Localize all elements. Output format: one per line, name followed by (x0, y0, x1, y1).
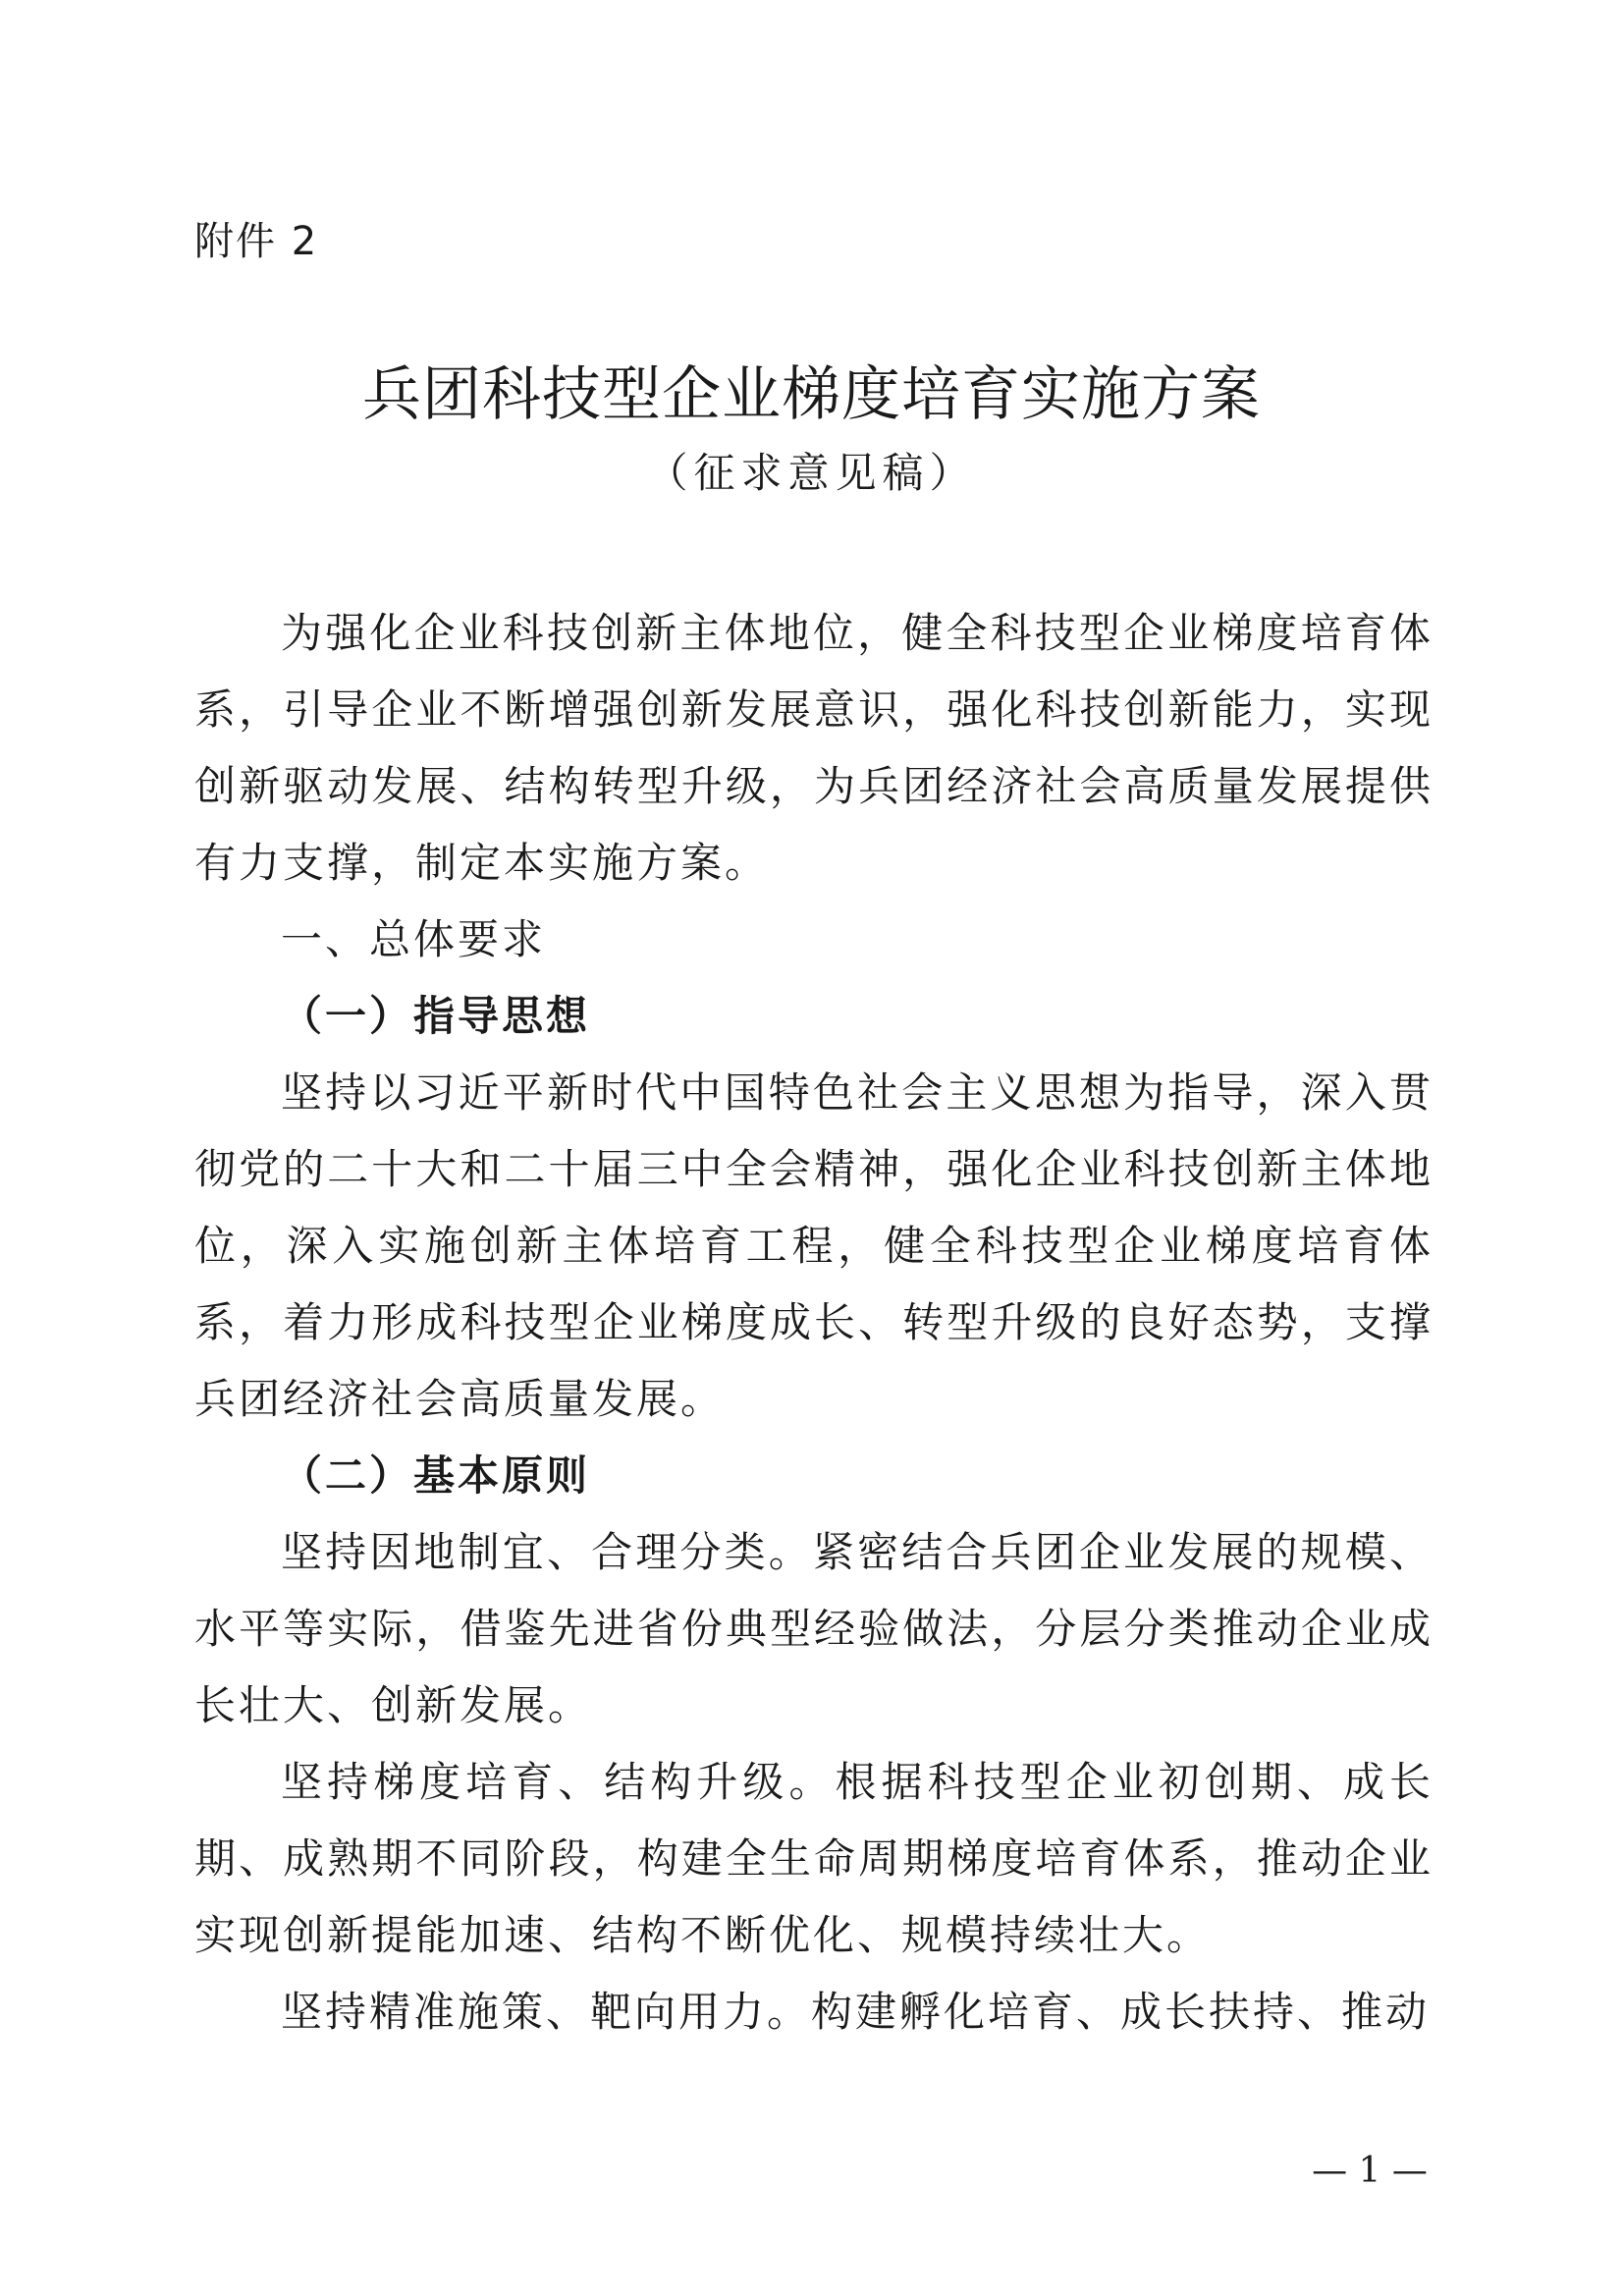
document-subtitle: （征求意见稿） (646, 449, 977, 497)
page-number: — 1 — (1312, 2151, 1428, 2191)
attachment-label: 附件 2 (194, 219, 319, 264)
section-heading-overall-requirements: 一、总体要求 (281, 915, 547, 963)
principle-paragraph-1: 坚持因地制宜、合理分类。紧密结合兵团企业发展的规模、水平等实际，借鉴先进省份典型经验做法，分层分类推动企业成长壮大、创新发展。 (194, 1528, 1434, 1729)
subsection-heading-basic-principles: （二）基本原则 (281, 1451, 591, 1500)
document-body (194, 595, 1434, 2050)
guiding-thought-paragraph: 坚持以习近平新时代中国特色社会主义思想为指导，深入贯彻党的二十大和二十届三中全会精神，强化企业科技创新主体地位，深入实施创新主体培育工程，健全科技型企业梯度培育体系，着力形成科技型企业梯度成长、转型升级的良好态势，支撑兵团经济社会高质量发展。 (194, 1068, 1434, 1423)
principle-paragraph-3: 坚持精准施策、靶向用力。构建孵化培育、成长扶持、推动 (281, 1988, 1431, 2036)
document-title: 兵团科技型企业梯度培育实施方案 (362, 360, 1261, 429)
subsection-heading-guiding-thought: （一）指导思想 (281, 992, 591, 1040)
principle-paragraph-2: 坚持梯度培育、结构升级。根据科技型企业初创期、成长期、成熟期不同阶段，构建全生命周期梯度培育体系，推动企业实现创新提能加速、结构不断优化、规模持续壮大。 (194, 1758, 1434, 1959)
intro-paragraph: 为强化企业科技创新主体地位，健全科技型企业梯度培育体系，引导企业不断增强创新发展意识，强化科技创新能力，实现创新驱动发展、结构转型升级，为兵团经济社会高质量发展提供有力支撑，制定本实施方案。 (194, 609, 1434, 887)
